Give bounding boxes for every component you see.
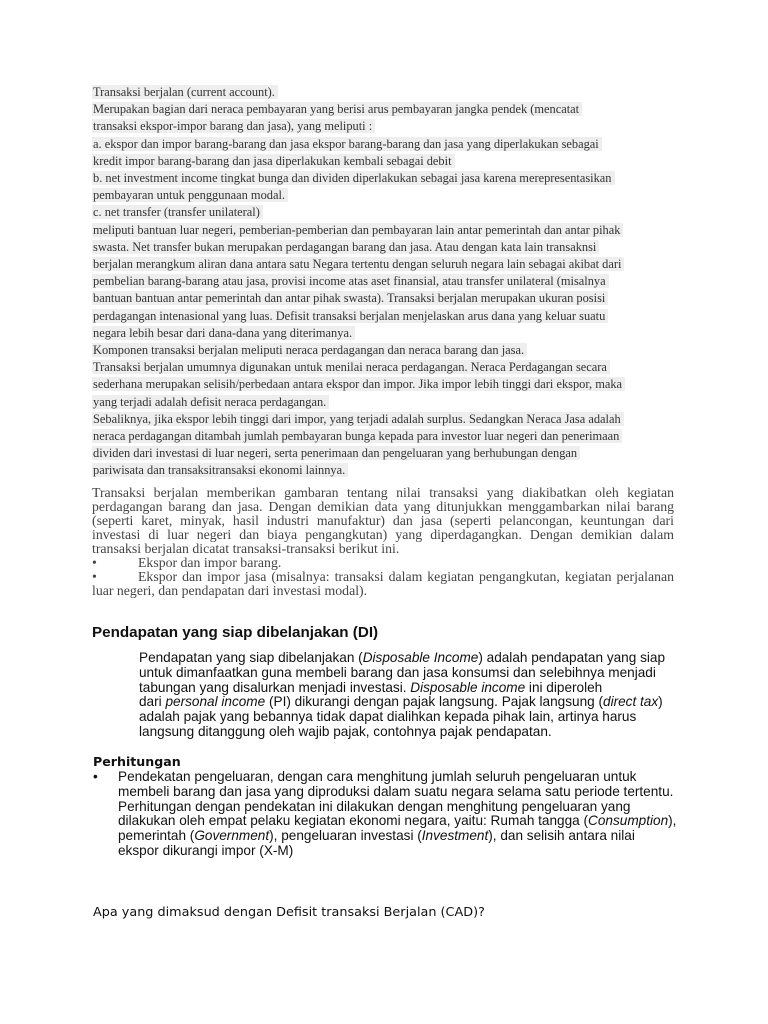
bullet-icon: • [93,769,98,784]
text-line: langsung ditanggung oleh wajib pajak, contohnya pajak pendapatan. [139,723,552,739]
text-line: pembelian barang-barang atau jasa, provisi income atas aset finansial, atau transfer unilateral (misalnya [92,273,680,290]
text-line: Transaksi berjalan (current account). [92,84,680,101]
transaction-summary-section [92,486,674,598]
text-line: Pendekatan pengeluaran, dengan cara menghitung jumlah seluruh pengeluaran untuk [118,769,637,784]
text-line: berjalan merangkum aliran dana antara satu Negara tertentu dengan seluruh negara lain sebagai akibat dari [92,256,680,273]
text-line: Komponen transaksi berjalan meliputi neraca perdagangan dan neraca barang dan jasa. [92,342,680,359]
text-line: bantuan bantuan antar pemerintah dan antar pihak swasta). Transaksi berjalan merupakan ukuran posisi [92,290,680,307]
text-line: kredit impor barang-barang dan jasa diperlakukan kembali sebagai debit [92,153,680,170]
summary-paragraph: Transaksi berjalan memberikan gambaran tentang nilai transaksi yang diakibatkan oleh kegiatan perdagangan barang dan jasa. Dengan demikian data yang ditunjukkan menggambarkan nilai barang (seperti karet, minyak, hasil industri manufaktur) dan jasa (seperti pelancongan, keuntungan dari investasi di luar negeri dan biaya pengangkutan) yang diperdagangkan. Dengan demikian dalam transaksi berjalan dicatat transaksi-transaksi berikut ini. [92,485,674,556]
text-line: transaksi ekspor-impor barang dan jasa), yang meliputi : [92,118,680,135]
text-line: pariwisata dan transaksitransaksi ekonomi lainnya. [92,462,680,479]
question-text: Apa yang dimaksud dengan Defisit transaksi Berjalan (CAD)? [93,905,485,920]
bullet-icon: • [92,555,97,570]
text-line: yang terjadi adalah defisit neraca perdagangan. [92,394,680,411]
text-line: negara lebih besar dari dana-dana yang diterimanya. [92,325,680,342]
text-line: dividen dari investasi di luar negeri, serta penerimaan dan pengeluaran yang berhubungan dengan [92,445,680,462]
text-line: Merupakan bagian dari neraca pembayaran yang berisi arus pembayaran jangka pendek (mencatat [92,101,680,118]
text-line: Sebaliknya, jika ekspor lebih tinggi dari impor, yang terjadi adalah surplus. Sedangkan Neraca Jasa adalah [92,411,680,428]
bullet-icon: • [92,569,97,584]
list-item: • Ekspor dan impor jasa (misalnya: transaksi dalam kegiatan pengangkutan, kegiatan perjalanan luar negeri, dan pendapatan dari investasi modal). [92,569,674,598]
text-line: tabungan yang disalurkan menjadi investasi. Disposable income ini diperoleh [139,679,603,695]
text-line: untuk dimanfaatkan guna membeli barang dan jasa konsumsi dan selebihnya menjadi [139,664,656,680]
text-line: meliputi bantuan luar negeri, pemberian-pemberian dan pembayaran lain antar pemerintah dan antar pihak [92,222,680,239]
list-item [93,770,693,859]
text-line: neraca perdagangan ditambah jumlah pembayaran bunga kepada para investor luar negeri dan penerimaan [92,428,680,445]
di-paragraph [139,651,679,740]
disposable-income-section [92,624,692,740]
text-line: ekspor dikurangi impor (X-M) [118,842,294,858]
text-line: b. net investment income tingkat bunga dan dividen diperlakukan sebagai jasa karena merepresentasikan [92,170,680,187]
text-line: pembayaran untuk penggunaan modal. [92,187,680,204]
text-line: pemerintah (Government), pengeluaran investasi (Investment), dan selisih antara nilai [118,828,635,844]
text-line: a. ekspor dan impor barang-barang dan jasa ekspor barang-barang dan jasa yang diperlakukan sebagai [92,136,680,153]
text-line: dari personal income (PI) dikurangi dengan pajak langsung. Pajak langsung (direct tax) [139,694,663,710]
text-line: adalah pajak yang bebannya tidak dapat dialihkan kepada pihak lain, artinya harus [139,709,637,725]
perhitungan-list [93,770,693,859]
text-line: swasta. Net transfer bukan merupakan perdagangan barang dan jasa. Atau dengan kata lain transaknsi [92,239,680,256]
list-item: • Ekspor dan impor barang. [92,555,282,570]
text-line: perdagangan intenasional yang luas. Defisit transaksi berjalan menjelaskan arus dana yang keluar suatu [92,308,680,325]
perhitungan-heading: Perhitungan [93,754,181,769]
text-line: Transaksi berjalan umumnya digunakan untuk menilai neraca perdagangan. Neraca Perdagangan secara [92,359,680,376]
text-line: sederhana merupakan selisih/perbedaan antara ekspor dan impor. Jika impor lebih tinggi dari ekspor, maka [92,376,680,393]
current-account-section [92,84,680,480]
text-line: Perhitungan dengan pendekatan ini dilakukan dengan menghitung pengeluaran yang [118,798,631,814]
text-line: membeli barang dan jasa yang diproduksi dalam suatu negara selama satu periode tertentu. [118,783,674,799]
text-line: Pendapatan yang siap dibelanjakan (Disposable Income) adalah pendapatan yang siap [139,650,666,665]
text-line: dilakukan oleh empat pelaku kegiatan ekonomi negara, yaitu: Rumah tangga (Consumption), [118,813,677,829]
text-line: c. net transfer (transfer unilateral) [92,204,680,221]
section-heading: Pendapatan yang siap dibelanjakan (DI) [92,624,379,641]
